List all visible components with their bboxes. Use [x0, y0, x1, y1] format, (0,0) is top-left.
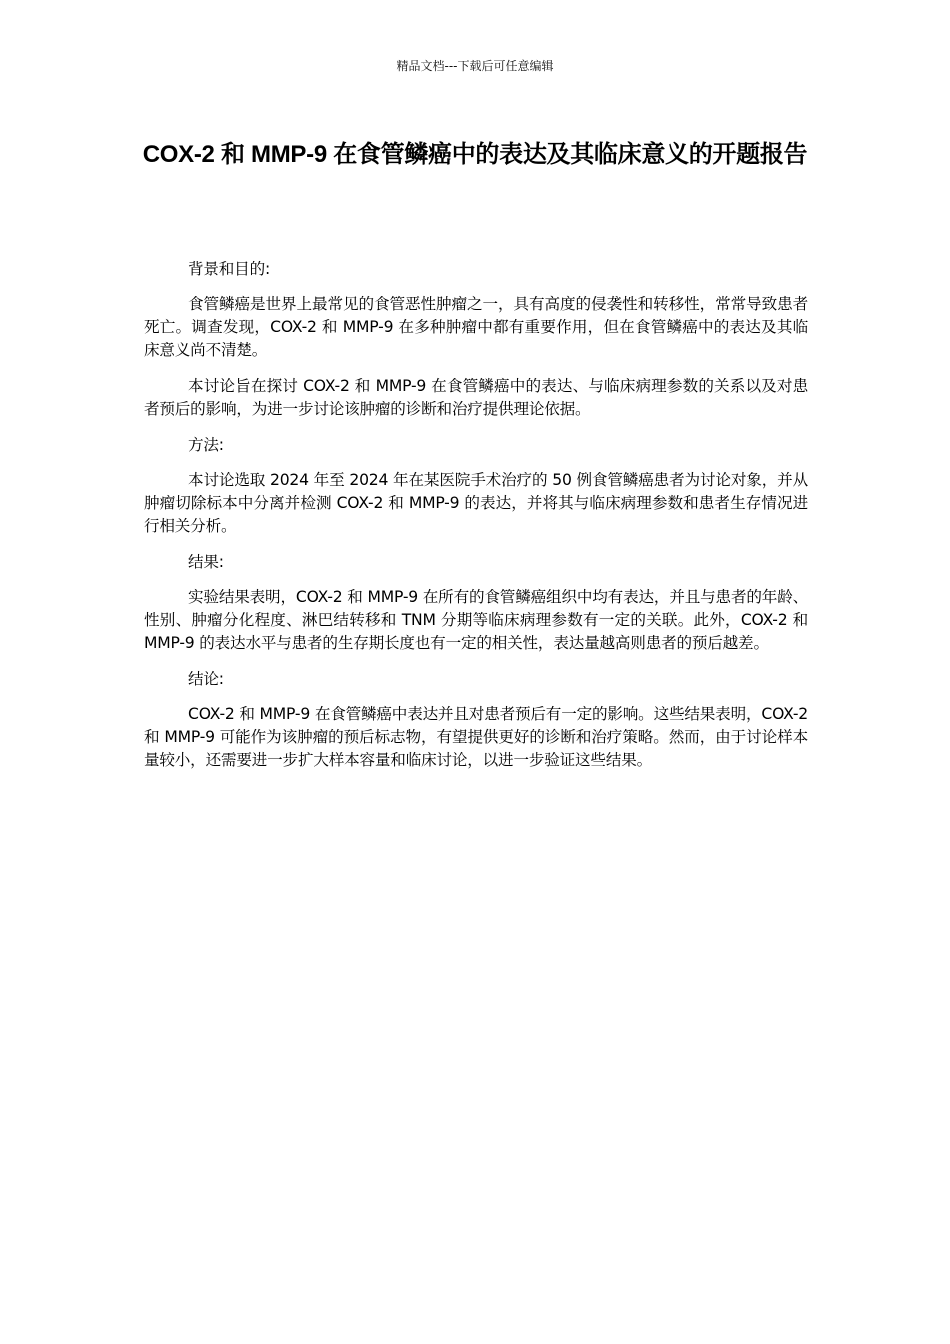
background-heading: 背景和目的:: [188, 260, 271, 278]
methods-heading: 方法:: [188, 436, 224, 454]
methods-paragraph: 本讨论选取 2024 年至 2024 年在某医院手术治疗的 50 例食管鳞癌患者为讨论对象，并从肿瘤切除标本中分离并检测 COX-2 和 MMP-9 的表达，并将其与临床病理参数和患者生存情况进行相关分析。: [144, 471, 808, 535]
conclusion-heading: 结论:: [188, 670, 224, 688]
page-header-note: 精品文档---下载后可任意编辑: [396, 59, 554, 73]
document-title: COX-2 和 MMP-9 在食管鳞癌中的表达及其临床意义的开题报告: [142, 141, 808, 168]
background-paragraph-2: 本讨论旨在探讨 COX-2 和 MMP-9 在食管鳞癌中的表达、与临床病理参数的关系以及对患者预后的影响，为进一步讨论该肿瘤的诊断和治疗提供理论依据。: [144, 377, 808, 418]
results-paragraph: 实验结果表明，COX-2 和 MMP-9 在所有的食管鳞癌组织中均有表达，并且与患者的年龄、性别、肿瘤分化程度、淋巴结转移和 TNM 分期等临床病理参数有一定的关联。此外，COX-2 和 MMP-9 的表达水平与患者的生存期长度也有一定的相关性，表达量越高则患者的预后越差。: [144, 588, 808, 652]
background-paragraph-1: 食管鳞癌是世界上最常见的食管恶性肿瘤之一，具有高度的侵袭性和转移性，常常导致患者死亡。调查发现，COX-2 和 MMP-9 在多种肿瘤中都有重要作用，但在食管鳞癌中的表达及其临床意义尚不清楚。: [144, 295, 808, 359]
document-body: [144, 258, 808, 785]
conclusion-paragraph: COX-2 和 MMP-9 在食管鳞癌中表达并且对患者预后有一定的影响。这些结果表明，COX-2 和 MMP-9 可能作为该肿瘤的预后标志物，有望提供更好的诊断和治疗策略。然而，由于讨论样本量较小，还需要进一步扩大样本容量和临床讨论，以进一步验证这些结果。: [144, 705, 808, 769]
results-heading: 结果:: [188, 553, 224, 571]
